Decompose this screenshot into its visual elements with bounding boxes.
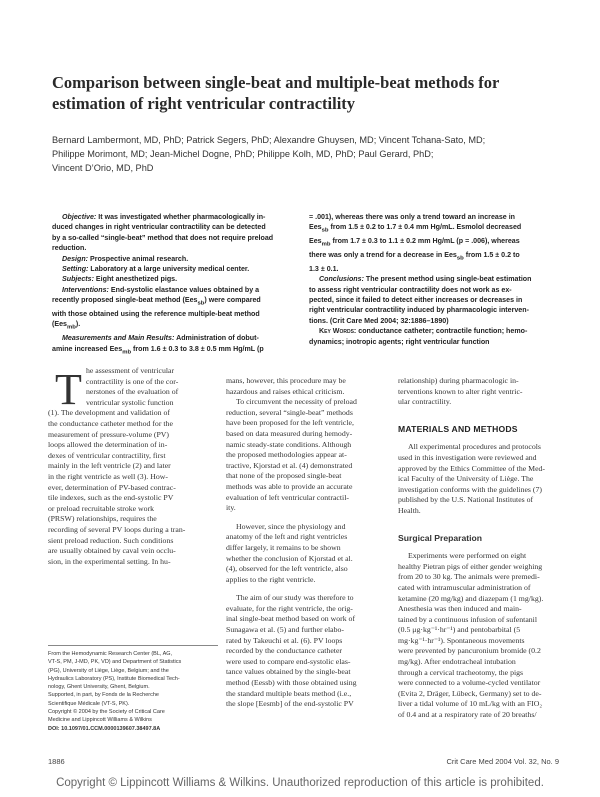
body-text-line: the proposed methodologies appear at- xyxy=(226,450,347,460)
paragraph-gap xyxy=(226,514,386,522)
body-text-line: were prevented by pancuronium bromide (0.2 xyxy=(398,646,541,656)
body-text-line: nerstones of the evaluation of xyxy=(86,387,179,397)
paragraph-gap xyxy=(226,585,386,593)
article-title xyxy=(52,72,552,114)
abstract-right-column xyxy=(309,212,559,347)
abstract-results: Measurements and Main Results: Administration of dobut- xyxy=(62,334,259,343)
body-text-line: However, since the physiology and xyxy=(236,521,346,531)
abstract-left-column xyxy=(52,212,304,358)
body-text-line: are usually obtained by caval vein occlu- xyxy=(48,546,176,556)
body-text-line: used in this investigation were reviewed and xyxy=(398,452,537,462)
author-list xyxy=(52,133,572,175)
body-text-line: mg/kg). After endotracheal intubation xyxy=(398,657,516,667)
body-text-line: tained by a continuous infusion of sufentanil xyxy=(398,614,538,624)
abstract-text-line: dynamics; inotropic agents; right ventricular function xyxy=(309,337,490,346)
drop-cap: T xyxy=(55,365,82,414)
body-text-line: mans, however, this procedure may be xyxy=(226,376,346,385)
body-text-line: anatomy of the left and right ventricles xyxy=(226,532,348,542)
body-text-line: the slope [Eesmb] of the end-systolic PV xyxy=(226,699,354,709)
body-text-line: From the Hemodynamic Research Center (BL, AG, xyxy=(48,651,173,657)
abstract-subjects: Subjects: Eight anesthetized pigs. xyxy=(62,275,178,284)
abstract-text-line: = .001), whereas there was only a trend toward an increase in xyxy=(309,213,515,221)
body-text-line: healthy Pietran pigs of either gender weighing xyxy=(398,561,543,571)
body-text-line: liver a tidal volume of 10 mL/kg with an FIO₂ xyxy=(398,699,543,709)
title-line-2: estimation of right ventricular contractility xyxy=(52,94,356,113)
body-text-line: VT-S, PM, J-MD, PK, VD) and Department of Statistics xyxy=(48,659,182,666)
body-text-line: (Evita 2, Dräger, Lübeck, Germany) set to de- xyxy=(398,688,542,698)
body-text-line: that none of the proposed single-beat xyxy=(226,471,342,481)
body-text-line: or preload recruitable stroke work xyxy=(48,503,155,513)
body-text-line: evaluate, for the right ventricle, the orig- xyxy=(226,603,353,613)
section-heading-surgical: Surgical Preparation xyxy=(398,532,483,543)
body-text-line: method (Eessb) with those obtained using xyxy=(226,678,357,688)
body-text-line: Medicine and Lippincott Williams & Wilkins xyxy=(48,717,152,724)
body-text-line: were connected to a volume-cycled ventilator xyxy=(398,678,541,688)
body-text-line: (PG), University of Liège, Liège, Belgium; and the xyxy=(48,667,169,674)
abstract-text-line: duced changes in right ventricular contractility can be detected xyxy=(52,223,266,232)
body-text-line: namic steady-state conditions. Although xyxy=(226,439,352,449)
body-text-line: All experimental procedures and protocols xyxy=(408,442,541,452)
authors-line-3: Vincent D’Orio, MD, PhD xyxy=(52,163,154,173)
body-text-line: ity. xyxy=(226,503,236,513)
body-text-line: approved by the Ethics Committee of the Med- xyxy=(398,463,546,473)
abstract-text-line: Ees$_{sb}$ from 1.5 ± 0.2 to 1.7 ± 0.4 mm Hg/mL. Esmolol decreased xyxy=(309,223,522,234)
abstract-text-line: recently proposed single-beat method (Ees$_{sb}$) were compared xyxy=(52,296,261,307)
paragraph-gap xyxy=(398,434,563,442)
body-text-line: nology, Ghent University, Ghent, Belgium. xyxy=(48,684,150,691)
doi-text: DOI: 10.1097/01.CCM.0000139607.38497.8A xyxy=(48,725,161,732)
abstract-design: Design: Prospective animal research. xyxy=(62,254,189,263)
abstract-interventions: Interventions: End-systolic elastance values obtained by a xyxy=(62,285,260,294)
abstract-conclusions: Conclusions: The present method using single-beat estimation xyxy=(319,275,532,284)
journal-citation: Crit Care Med 2004 Vol. 32, No. 9 xyxy=(446,757,559,766)
body-column-2 xyxy=(226,376,386,710)
abstract-text-line: tions. (Crit Care Med 2004; 32:1886–1890) xyxy=(309,316,449,325)
paragraph-gap xyxy=(398,525,563,533)
paragraph-gap xyxy=(398,517,563,525)
body-text-line: recording of several PV loops during a tran- xyxy=(48,524,186,534)
body-text-line: applies to the right ventricle. xyxy=(226,574,316,584)
authors-line-1: Bernard Lambermont, MD, PhD; Patrick Segers, PhD; Alexandre Ghuysen, MD; Vincent Tchana-Sato, MD; xyxy=(52,135,486,145)
abstract-text-line: 1.3 ± 0.1. xyxy=(309,264,339,273)
abstract-text-line: to assess right ventricular contractility does not work as ex- xyxy=(309,285,512,294)
body-text-line: hazardous and raises ethical criticism. xyxy=(226,386,345,396)
body-text-line: from 20 to 30 kg. The animals were premedi- xyxy=(398,572,540,582)
paragraph-gap xyxy=(398,543,563,551)
abstract-text-line: reduction. xyxy=(52,244,87,253)
abstract-text-line: there was only a trend for a decrease in Ees$_{sb}$ from 1.5 ± 0.2 to xyxy=(309,251,520,262)
body-text-line: cated with intramuscular administration of xyxy=(398,582,531,592)
body-text-line: Sunagawa et al. (5) and further elabo- xyxy=(226,625,344,635)
abstract-keywords: Key Words: conductance catheter; contractile function; hemo- xyxy=(319,327,528,336)
body-text-line: inal single-beat method based on work of xyxy=(226,614,356,624)
body-text-line: terventions known to alter right ventric- xyxy=(398,386,523,396)
body-text-line: mg·kg⁻¹·hr⁻¹). Spontaneous movements xyxy=(398,635,525,645)
abstract-text-line: right ventricular contractility induced by pharmacologic interven- xyxy=(309,306,529,315)
body-text-line: ever, determination of PV-based contrac- xyxy=(48,482,176,492)
body-text-line: tance values obtained by the single-beat xyxy=(226,667,351,677)
body-text-line: Scientifique Médicale (VT-S, PK). xyxy=(48,700,130,707)
body-text-line: (0.5 μg·kg⁻¹·hr⁻¹) and pentobarbital (5 xyxy=(398,625,521,635)
authors-line-2: Philippe Morimont, MD; Jean-Michel Dogne, PhD; Philippe Kolh, MD, PhD; Paul Gerard, PhD; xyxy=(52,149,434,159)
abstract-setting: Setting: Laboratory at a large university medical center. xyxy=(62,265,250,274)
body-text-line: tractive, Kjorstad et al. (4) demonstrated xyxy=(226,460,353,470)
body-column-1 xyxy=(48,366,208,567)
body-text-line: ketamine (20 mg/kg) and diazepam (1 mg/kg). xyxy=(398,593,544,603)
body-text-line: he assessment of ventricular xyxy=(86,366,175,375)
body-text-line: investigation conforms with the guidelines (7) xyxy=(398,484,542,494)
body-text-line: tile indexes, such as the end-systolic PV xyxy=(48,493,174,503)
body-text-line: Copyright © 2004 by the Society of Critical Care xyxy=(48,709,165,716)
abstract-text-line: with those obtained using the reference multiple-beat method xyxy=(52,310,260,319)
body-text-line: Hydraulics Laboratory (PS), Institute Biomedical Tech- xyxy=(48,675,180,682)
abstract-text-line: amine increased Ees$_{mb}$ from 1.6 ± 0.3 to 3.8 ± 0.5 mm Hg/mL (p xyxy=(52,344,264,356)
body-text-line: contractility is one of the cor- xyxy=(86,376,179,386)
title-line-1: Comparison between single-beat and multiple-beat methods for xyxy=(52,73,500,92)
body-text-line: ventricular systolic function xyxy=(86,397,174,407)
body-text-line: evaluation of left ventricular contractil- xyxy=(226,492,349,502)
body-text-line: ical Faculty of the University of Liège. The xyxy=(398,474,534,484)
page-number: 1886 xyxy=(48,757,65,766)
abstract-text-line: Ees$_{mb}$ from 1.7 ± 0.3 to 1.1 ± 0.2 mm Hg/mL (p = .006), whereas xyxy=(309,237,520,248)
body-text-line: (4), observed for the left ventricle, also xyxy=(226,564,348,574)
body-text-line: Experiments were performed on eight xyxy=(408,551,527,561)
body-text-line: based on data measured during hemody- xyxy=(226,428,353,438)
abstract-objective: Objective: It was investigated whether pharmacologically in- xyxy=(62,213,266,221)
body-text-line: whether the conclusion of Kjorstad et al. xyxy=(226,553,353,563)
body-text-line: were used to compare end-systolic elas- xyxy=(226,656,351,666)
body-text-line: relationship) during pharmacologic in- xyxy=(398,376,519,385)
abstract-text-line: (Ees$_{mb}$). xyxy=(52,320,81,331)
body-text-line: in the right ventricle as well (3). How- xyxy=(48,471,168,481)
paragraph-gap xyxy=(398,416,563,424)
body-text-line: through a cervical tracheotomy, the pigs xyxy=(398,667,524,677)
abstract-text-line: by a so-called “single-beat” method that does not require preload xyxy=(52,233,274,242)
body-text-line: sion, in the experimental setting. In hu- xyxy=(48,556,171,566)
body-text-line: measurement of pressure-volume (PV) xyxy=(48,429,170,439)
body-text-line: The aim of our study was therefore to xyxy=(236,593,354,603)
body-text-line: recorded by the conductance catheter xyxy=(226,646,343,656)
body-text-line: ular contractility. xyxy=(398,397,452,407)
body-text-line: dexes of ventricular contractility, first xyxy=(48,450,166,460)
body-text-line: have been proposed for the left ventricle, xyxy=(226,418,354,428)
body-text-line: Anesthesia was then induced and main- xyxy=(398,604,522,614)
body-text-line: Health. xyxy=(398,505,421,515)
paragraph-gap xyxy=(398,408,563,416)
body-text-line: the standard multiple beats method (i.e., xyxy=(226,688,352,698)
body-text-line: methods was able to provide an accurate xyxy=(226,481,353,491)
body-text-line: loops allowed the determination of in- xyxy=(48,440,168,450)
body-text-line: differ largely, it remains to be shown xyxy=(226,542,341,552)
body-text-line: published by the U.S. National Institutes of xyxy=(398,495,534,505)
body-text-line: Supported, in part, by Fonds de la Recherche xyxy=(48,692,159,699)
body-text-line: reduction, several “single-beat” methods xyxy=(226,407,353,417)
body-text-line: (1). The development and validation of xyxy=(48,408,170,418)
affiliation-footnote xyxy=(48,645,218,733)
body-text-line: sient preload reduction. Such conditions xyxy=(48,535,174,545)
copyright-notice: Copyright © Lippincott Williams & Wilkins. Unauthorized reproduction of this article is prohibited. xyxy=(56,777,544,789)
body-text-line: (PRSW) relationships, requires the xyxy=(48,514,157,524)
body-column-3 xyxy=(398,376,563,721)
body-text-line: the conductance catheter method for the xyxy=(48,418,173,428)
body-text-line: To circumvent the necessity of preload xyxy=(236,397,357,407)
body-text-line: mainly in the left ventricle (2) and later xyxy=(48,461,171,471)
body-text-line: of 0.4 and at a respiratory rate of 20 breaths/ xyxy=(398,710,537,720)
abstract-text-line: pected, since it failed to detect either increases or decreases in xyxy=(309,296,523,305)
section-heading-methods: MATERIALS AND METHODS xyxy=(398,423,518,434)
body-text-line: rated by Takeuchi et al. (6). PV loops xyxy=(226,635,343,645)
